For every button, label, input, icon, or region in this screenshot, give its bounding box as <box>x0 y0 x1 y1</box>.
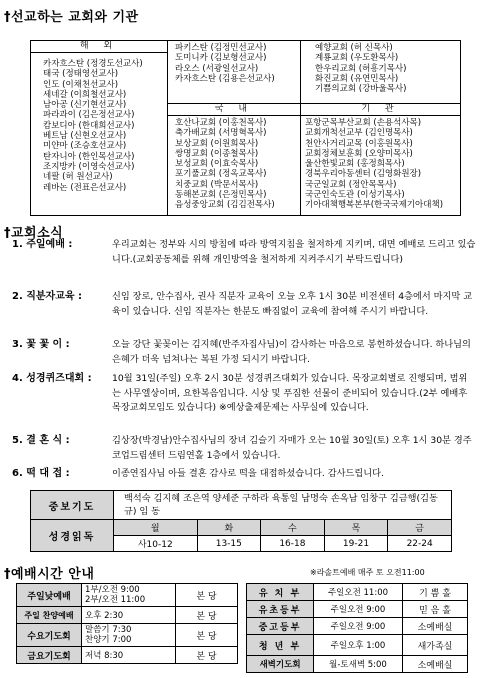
worship-time: 1부/오전 9:00 2부/오전 11:00 <box>82 584 176 607</box>
mission-entry: 도미니카 (김보형선교사) <box>175 53 267 64</box>
mission-col3-box <box>301 40 461 104</box>
reading-range: 19-21 <box>324 536 388 552</box>
overseas-header: 해 외 <box>31 41 167 53</box>
news-item-1 <box>12 238 476 282</box>
news-text: 이종연집사님 아들 결혼 감사로 떡을 대접하셨습니다. 감사드립니다. <box>112 468 384 479</box>
worship-place: 믿 음 홀 <box>403 601 468 618</box>
mission-entry: 한우리교회 (허흥기목사) <box>315 63 407 74</box>
worship-name: 중고등부 <box>247 618 314 635</box>
mission-entry: 포기풀교회 (정옥교목사) <box>175 169 267 180</box>
mission-entry: 음성중앙교회 (김김전목사) <box>175 200 275 211</box>
news-item-5 <box>12 434 476 464</box>
mission-entry: 천안사거리교목 (이홍원목사) <box>305 138 413 149</box>
prayer-label: 중보기도 <box>31 491 114 520</box>
worship-time: 저녁 8:30 <box>82 647 176 664</box>
news-label: 6. 떡 대 접 : <box>12 468 70 479</box>
worship-time: 말씀기 7:30 찬양기 7:00 <box>82 624 176 647</box>
news-item-2 <box>12 290 476 334</box>
worship-place: 소예배실 <box>403 656 468 673</box>
mission-entry: 세네갈 (이희철선교사) <box>43 89 127 100</box>
prayer-names: 백석숙 김지혜 조은역 양세준 구하라 육통일 남명숙 손옥남 임창구 김금행(김동규) 임 동 <box>114 491 452 520</box>
worship-place: 본 당 <box>176 607 238 624</box>
overseas-list <box>31 53 167 193</box>
news-item-6 <box>12 467 476 483</box>
mission-entry: 베트남 (신현오선교사) <box>43 131 127 142</box>
mission-entry: 파라과이 (김은정선교사) <box>43 110 135 121</box>
mission-entry: 울산한빛교회 (홍정희목사) <box>305 159 405 170</box>
domestic-header: 국 내 <box>168 104 300 116</box>
worship-name: 금요기도회 <box>17 647 82 664</box>
worship-place: 소예배실 <box>403 618 468 635</box>
mission-entry: 보성교회 (이효숙목사) <box>175 159 259 170</box>
mission-entry: 레바논 (전표은선교사) <box>43 182 127 193</box>
prayer-reading-table <box>30 490 452 552</box>
worship-place: 본 당 <box>176 624 238 647</box>
news-title: †교회소식 <box>4 226 64 241</box>
news-label: 5. 결 혼 식 : <box>12 435 70 446</box>
worship-name: 유초등부 <box>247 601 314 618</box>
mission-entry: 포항군목부산교회 (손용석사목) <box>305 118 422 128</box>
worship-time: 오후 2:30 <box>82 607 176 624</box>
news-item-4 <box>12 372 476 430</box>
reading-range: 16-18 <box>261 536 325 552</box>
worship-title: †예배시간 안내 <box>4 567 95 582</box>
mission-entry: 파키스탄 (김정민선교사) <box>175 43 267 53</box>
mission-col2-list <box>168 41 300 84</box>
reading-day: 월 <box>114 520 198 536</box>
mission-entry: 카자흐스탄 (김용은선교사) <box>175 73 275 84</box>
worship-name: 유 치 부 <box>247 584 314 601</box>
overseas-box <box>30 40 168 216</box>
mission-entry: 계룡교회 (우도환목사) <box>315 53 399 64</box>
mission-entry: 미얀마 (조승호선교사) <box>43 141 127 152</box>
worship-time: 주일오후 1:00 <box>314 635 403 656</box>
worship-name: 청 년 부 <box>247 635 314 656</box>
mission-entry: 경북우리아동센터 (김영화원장) <box>305 169 422 180</box>
agency-list <box>301 116 460 211</box>
reading-label: 성경읽독 <box>31 520 114 552</box>
news-label: 3. 꽃 꽃 이 : <box>12 339 70 350</box>
worship-table-right <box>246 583 468 673</box>
mission-entry: 동해본교회 (은정민목사) <box>175 190 267 201</box>
news-label: 1. 주일예배 : <box>12 239 73 250</box>
mission-entry: 보상교회 (이원희목사) <box>175 138 259 149</box>
domestic-box <box>168 104 301 216</box>
worship-name: 수요기도회 <box>17 624 82 647</box>
mission-entry: 축가배교회 (서명혁목사) <box>175 128 267 139</box>
worship-name: 새벽기도회 <box>247 656 314 673</box>
worship-time: 주일오전 11:00 <box>314 584 403 601</box>
news-text: 오늘 강단 꽃꽂이는 김지혜(반주자집사님)이 감사하는 마음으로 봉헌하셨습니다. 하나님의 은혜가 더욱 넘쳐나는 복된 가정 되시기 바랍니다. <box>112 339 471 365</box>
reading-day: 수 <box>261 520 325 536</box>
worship-place: 본 당 <box>176 647 238 664</box>
worship-name: 주일낮예배 <box>17 584 82 607</box>
mission-entry: 카자흐스탄 (정경도선교사) <box>43 59 143 69</box>
worship-place: 기 쁨 홀 <box>403 584 468 601</box>
mission-entry: 인도 (이채천선교사) <box>43 79 119 90</box>
mission-entry: 라오스 (서광일선교사) <box>175 63 259 74</box>
mission-entry: 예향교회 (허 신목사) <box>315 43 393 53</box>
mission-entry: 조지방카 (이영숙선교사) <box>43 161 135 172</box>
mission-entry: 태국 (정태영선교사) <box>43 69 119 80</box>
news-text: 김상장(박경남)안수집사님의 장녀 김슬기 자매가 오는 10월 30일(토) 오후 1시 30분 경주코업드림센터 드림연홀 1층에서 있습니다. <box>112 435 472 461</box>
news-text: 10월 31일(주일) 오후 2시 30분 성경퀴즈대회가 있습니다. 목장교회별로 진행되며, 범위는 사무엘상이며, 요한복음입니다. 시상 및 푸짐한 선물이 준비되어 있습니다.(2부 예배후 목장교회모임도 있습니다) ※예상출제문제는 사무실에 있습니다. <box>112 373 468 413</box>
mission-entry: 기아대책행복본부(한국국제기아대책) <box>305 200 444 211</box>
reading-range: 13-15 <box>197 536 261 552</box>
news-text: 신임 장로, 안수집사, 권사 직분자 교육이 오늘 오후 1시 30분 비전센터 4층에서 마지막 교육이 있습니다. 신임 직분자는 한분도 빠짐없이 교육에 참여해 주시기 바랍니다. <box>112 291 473 317</box>
worship-place: 본 당 <box>176 584 238 607</box>
mission-entry: 탄자니아 (한인목선교사) <box>43 151 135 162</box>
worship-name: 주일 찬양예배 <box>17 607 82 624</box>
reading-day: 금 <box>388 520 452 536</box>
news-label: 2. 직분자교육 : <box>12 291 83 302</box>
mission-col2-box <box>168 40 301 104</box>
worship-time: 월-토새벽 5:00 <box>314 656 403 673</box>
worship-time: 주일오전 9:00 <box>314 601 403 618</box>
mission-entry: 기쁨의교회 (강바울목사) <box>315 84 407 95</box>
mission-entry: 남아공 (신기현선교사) <box>43 100 127 111</box>
reading-day: 화 <box>197 520 261 536</box>
mission-col3-list <box>301 41 460 94</box>
mission-entry: 네팔 (허 원선교사) <box>43 172 113 183</box>
reading-day: 목 <box>324 520 388 536</box>
worship-table-left <box>16 583 238 664</box>
mission-entry: 화진교회 (유연민목사) <box>315 73 399 84</box>
worship-note: ※라솔트예배 매주 토 오전11:00 <box>310 568 425 577</box>
news-text: 우리교회는 정부와 시의 방침에 따라 방역지침을 철저하게 지키며, 대면 예배로 드리고 있습니다.(교회공동체를 위해 개인방역을 철저하게 지켜주시기 부탁드립니다) <box>112 239 476 265</box>
domestic-list <box>168 116 300 211</box>
missions-title: †선교하는 교회와 기관 <box>4 10 139 25</box>
mission-entry: 교회개척선교부 (김인명목사) <box>305 128 413 139</box>
mission-entry: 호산나교회 (이홍천목사) <box>175 118 267 128</box>
mission-entry: 치중교회 (박문서목사) <box>175 179 259 190</box>
reading-range: 사10-12 <box>114 536 198 552</box>
news-label: 4. 성경퀴즈대회 : <box>12 373 92 384</box>
news-item-3 <box>12 338 476 368</box>
worship-place: 새가족실 <box>403 635 468 656</box>
mission-entry: 캄보디아 (한대희선교사) <box>43 120 135 131</box>
mission-entry: 국군인숙도관 (이성기목사) <box>305 190 405 201</box>
mission-entry: 쌍명교회 (이종철목사) <box>175 148 259 159</box>
reading-range: 22-24 <box>388 536 452 552</box>
mission-entry: 국군일교회 (정안목목사) <box>305 179 397 190</box>
agency-header: 기 관 <box>301 104 460 116</box>
agency-box <box>301 104 461 216</box>
worship-time: 주일오전 9:00 <box>314 618 403 635</box>
mission-entry: 교회정체보훈회 (오양미목사) <box>305 148 413 159</box>
